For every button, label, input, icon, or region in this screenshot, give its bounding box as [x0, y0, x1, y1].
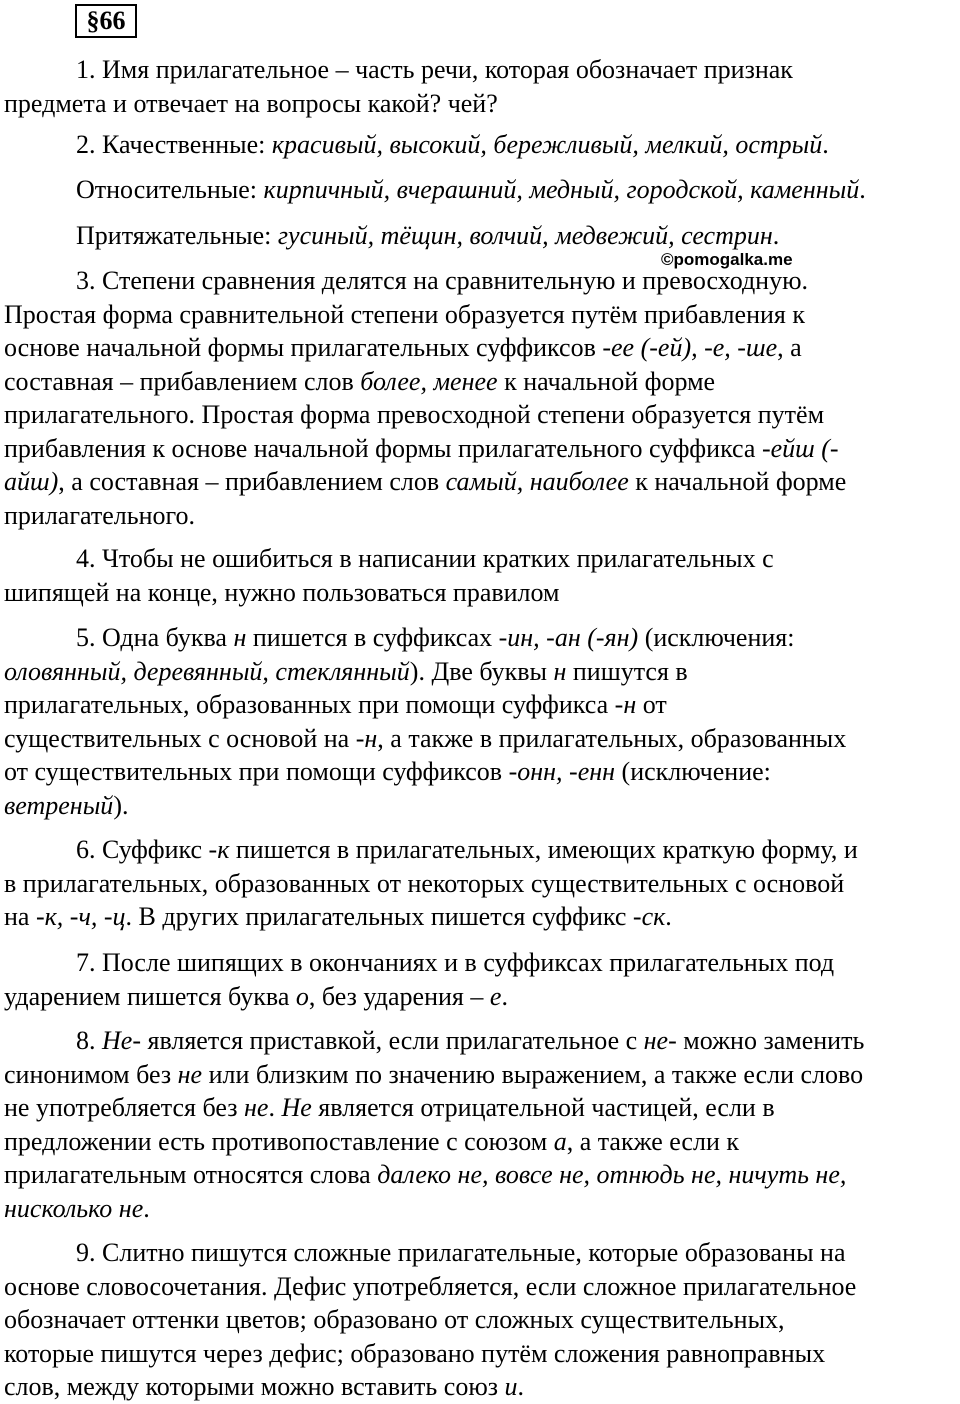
italic-term: -ее (-ей), -е, -ше: [602, 333, 778, 362]
text-line: [4, 980, 952, 1014]
text-line: [4, 688, 952, 722]
text-segment: .: [822, 130, 829, 159]
text-segment: .: [772, 221, 780, 250]
italic-term: Не-: [102, 1026, 141, 1055]
text-segment: .: [501, 981, 508, 1011]
text-segment: .: [268, 1093, 282, 1122]
text-line: [4, 499, 952, 533]
text-segment: прилагательного. Простая форма превосходной степени образуется путём: [4, 400, 825, 429]
italic-term: не-: [643, 1026, 677, 1055]
text-segment: предложении есть противопоставление с союзом: [4, 1126, 554, 1156]
italic-term: -н: [355, 723, 378, 753]
italic-term: Не: [281, 1093, 312, 1122]
text-segment: ).: [113, 790, 129, 820]
text-line: [4, 576, 952, 610]
text-segment: , а также в прилагательных, образованных: [377, 723, 847, 753]
italic-term: -к, -ч, -ц: [35, 902, 126, 931]
text-segment: ). Две буквы: [409, 656, 554, 686]
text-line: [4, 87, 952, 121]
text-segment: является приставкой, если прилагательное с: [140, 1026, 644, 1055]
paragraph-4: [4, 542, 952, 609]
text-segment: , а составная – прибавлением слов: [58, 467, 446, 496]
text-segment: является отрицательной частицей, если в: [311, 1093, 775, 1122]
text-segment: , а также если к: [566, 1126, 739, 1156]
text-segment: , а: [777, 333, 802, 362]
italic-term: далеко не, вовсе не, отнюдь не, ничуть не,: [377, 1160, 847, 1189]
text-segment: к начальной форме: [628, 467, 847, 496]
italic-term: а: [553, 1126, 567, 1156]
text-segment: ударением пишется буква: [4, 981, 296, 1011]
text-segment: обозначает оттенки цветов; образовано от сложных существительных,: [4, 1305, 785, 1334]
text-segment: , без ударения –: [308, 981, 490, 1011]
text-segment: предмета и отвечает на вопросы какой? чей?: [4, 88, 498, 118]
text-segment: 2. Качественные:: [76, 130, 272, 159]
paragraph-6: [4, 833, 952, 934]
text-segment: .: [517, 1372, 525, 1401]
italic-term: кирпичный, вчерашний, медный, городской, каменный: [263, 175, 860, 204]
italic-term: и: [504, 1372, 518, 1401]
text-segment: составная – прибавлением слов: [4, 366, 361, 396]
italic-term: -ск: [632, 902, 666, 931]
italic-term: -ин, -ан (-ян): [498, 623, 639, 652]
text-line: [4, 1125, 952, 1159]
text-segment: 9. Слитно пишутся сложные прилагательные, которые образованы на: [76, 1238, 846, 1267]
paragraph-7: [4, 946, 952, 1013]
text-segment: 3. Степени сравнения делятся на сравнительную и превосходную.: [76, 266, 809, 295]
italic-term: ветреный: [4, 790, 114, 820]
italic-term: н: [553, 656, 567, 686]
text-line: [4, 655, 952, 689]
text-segment: основе начальной формы прилагательных суффиксов: [4, 333, 603, 362]
text-line: [4, 900, 952, 934]
italic-term: айш): [4, 467, 59, 496]
italic-term: гусиный, тёщин, волчий, медвежий, сестрин: [277, 221, 773, 250]
text-segment: к начальной форме: [497, 366, 716, 396]
text-line: [4, 365, 952, 399]
italic-term: оловянный, деревянный, стеклянный: [4, 656, 410, 686]
text-segment: прибавления к основе начальной формы прилагательного суффикса: [4, 433, 762, 463]
text-segment: 8.: [76, 1026, 102, 1055]
text-line: [4, 1370, 952, 1404]
text-segment: синонимом без: [4, 1059, 178, 1089]
italic-term: н: [233, 623, 247, 652]
italic-term: -к: [208, 835, 230, 864]
text-segment: .: [665, 902, 672, 931]
text-segment: не употребляется без: [4, 1093, 244, 1122]
italic-term: красивый, высокий, бережливый, мелкий, острый: [271, 130, 823, 159]
text-segment: 7. После шипящих в окончаниях и в суффиксах прилагательных под: [76, 948, 835, 977]
text-line: [4, 1236, 952, 1270]
text-segment: .: [143, 1193, 150, 1223]
text-line: [4, 1337, 952, 1371]
text-segment: Притяжательные:: [76, 221, 278, 250]
text-segment: в прилагательных, образованных от некоторых существительных с основой: [4, 868, 845, 898]
text-line: [4, 789, 952, 823]
text-line: [4, 1303, 952, 1337]
paragraph-5: [4, 621, 952, 822]
text-line: [4, 1158, 952, 1192]
italic-term: -онн, -енн: [508, 757, 616, 786]
text-segment: от существительных при помощи суффиксов: [4, 757, 509, 786]
text-segment: слов, между которыми можно вставить союз: [4, 1372, 505, 1401]
text-segment: пишется в прилагательных, имеющих краткую форму, и: [229, 835, 858, 864]
text-segment: пишется в суффиксах: [246, 623, 499, 652]
text-segment: Простая форма сравнительной степени образуется путём прибавления к: [4, 299, 805, 329]
text-line: [4, 1091, 952, 1125]
text-segment: .: [859, 175, 866, 204]
text-segment: 6. Суффикс: [76, 835, 209, 864]
text-line: [4, 298, 952, 332]
text-segment: прилагательных, образованных при помощи суффикса: [4, 690, 615, 719]
italic-term: самый, наиболее: [445, 467, 629, 496]
text-line: [4, 621, 952, 655]
text-segment: 5. Одна буква: [76, 623, 234, 652]
paragraph-2-qualitative: [76, 128, 956, 162]
text-segment: на: [4, 902, 36, 931]
text-segment: можно заменить: [676, 1026, 865, 1055]
text-segment: пишутся в: [566, 656, 688, 686]
text-line: [76, 128, 956, 162]
text-line: [4, 398, 952, 432]
paragraph-3: [4, 264, 952, 532]
italic-term: нисколько не: [4, 1193, 144, 1223]
text-segment: существительных с основой на: [4, 723, 356, 753]
italic-term: не: [244, 1093, 269, 1122]
text-line: [4, 331, 952, 365]
text-segment: Относительные:: [76, 175, 264, 204]
italic-term: не: [177, 1059, 203, 1089]
text-line: [4, 465, 952, 499]
text-segment: шипящей на конце, нужно пользоваться правилом: [4, 577, 560, 607]
italic-term: е: [489, 981, 502, 1011]
text-line: [4, 722, 952, 756]
italic-term: -н: [614, 690, 637, 719]
text-segment: 1. Имя прилагательное – часть речи, которая обозначает признак: [76, 55, 793, 84]
italic-term: о: [295, 981, 309, 1011]
text-line: [4, 867, 952, 901]
text-line: [4, 946, 952, 980]
text-line: [4, 1058, 952, 1092]
text-line: [4, 542, 952, 576]
text-line: [76, 173, 956, 207]
text-segment: . В других прилагательных пишется суффикс: [125, 902, 633, 931]
text-line: [4, 264, 952, 298]
text-line: [4, 833, 952, 867]
paragraph-2-possessive: [76, 219, 956, 253]
text-segment: прилагательного.: [4, 500, 196, 530]
text-line: [4, 53, 952, 87]
text-segment: (исключения:: [638, 623, 795, 652]
text-segment: которые пишутся через дефис; образовано путём сложения равноправных: [4, 1338, 826, 1368]
text-line: [4, 1024, 952, 1058]
paragraph-2-relative: [76, 173, 956, 207]
text-line: [4, 1192, 952, 1226]
text-segment: от: [636, 690, 667, 719]
text-segment: или близким по значению выражением, а также если слово: [202, 1059, 864, 1089]
text-segment: (исключение:: [615, 757, 771, 786]
text-line: [4, 432, 952, 466]
paragraph-1: [4, 53, 952, 120]
italic-term: -ейш (-: [761, 433, 839, 463]
text-segment: прилагательным относятся слова: [4, 1160, 378, 1189]
text-line: [4, 1270, 952, 1304]
watermark: ©pomogalka.me: [661, 250, 793, 269]
italic-term: более, менее: [360, 366, 498, 396]
text-line: [4, 755, 952, 789]
text-line: [76, 219, 956, 253]
text-segment: 4. Чтобы не ошибиться в написании кратких прилагательных с: [76, 544, 774, 573]
section-number: §66: [75, 4, 137, 38]
paragraph-9: [4, 1236, 952, 1404]
text-segment: основе словосочетания. Дефис употребляется, если сложное прилагательное: [4, 1271, 857, 1301]
paragraph-8: [4, 1024, 952, 1225]
